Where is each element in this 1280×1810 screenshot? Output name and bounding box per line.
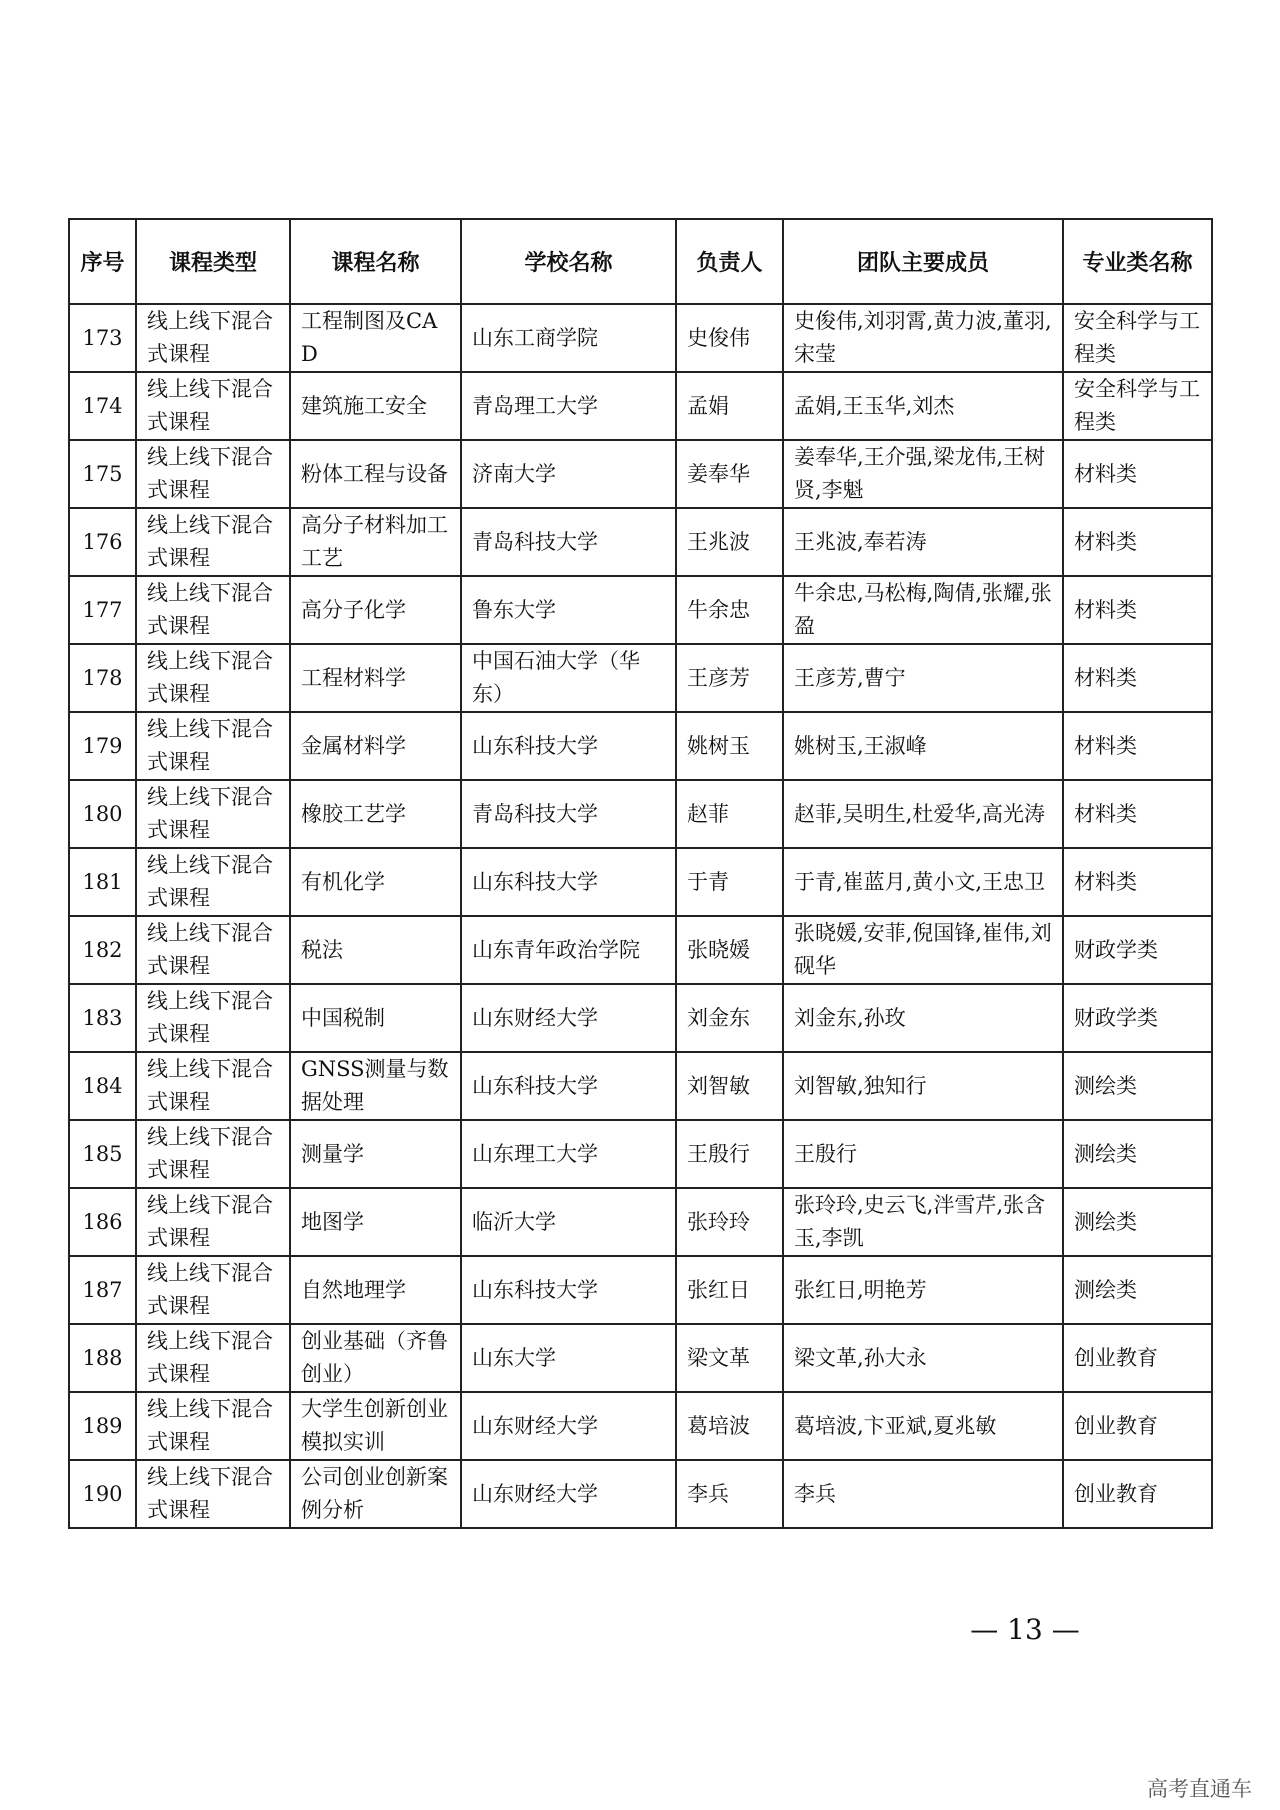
school-name-cell: 山东科技大学 bbox=[461, 1256, 676, 1324]
watermark-text: 高考直通车 bbox=[1147, 1777, 1252, 1801]
column-header: 课程类型 bbox=[136, 219, 290, 304]
major-category-cell: 安全科学与工程类 bbox=[1063, 304, 1212, 372]
lead-person-cell: 赵菲 bbox=[676, 780, 783, 848]
course-name-cell: 创业基础（齐鲁创业） bbox=[290, 1324, 461, 1392]
major-category-cell: 测绘类 bbox=[1063, 1256, 1212, 1324]
row-number-cell: 188 bbox=[69, 1324, 136, 1392]
course-name-cell: 工程制图及CAD bbox=[290, 304, 461, 372]
table-row bbox=[69, 1120, 1212, 1188]
team-members-cell: 赵菲,吴明生,杜爱华,高光涛 bbox=[783, 780, 1063, 848]
row-number-cell: 174 bbox=[69, 372, 136, 440]
course-name-cell: 高分子化学 bbox=[290, 576, 461, 644]
course-name-cell: 中国税制 bbox=[290, 984, 461, 1052]
school-name-cell: 临沂大学 bbox=[461, 1188, 676, 1256]
major-category-cell: 材料类 bbox=[1063, 712, 1212, 780]
school-name-cell: 山东科技大学 bbox=[461, 712, 676, 780]
school-name-cell: 山东财经大学 bbox=[461, 1460, 676, 1528]
lead-person-cell: 孟娟 bbox=[676, 372, 783, 440]
course-name-cell: 自然地理学 bbox=[290, 1256, 461, 1324]
lead-person-cell: 张红日 bbox=[676, 1256, 783, 1324]
lead-person-cell: 葛培波 bbox=[676, 1392, 783, 1460]
course-type-cell: 线上线下混合式课程 bbox=[136, 1052, 290, 1120]
row-number-cell: 187 bbox=[69, 1256, 136, 1324]
school-name-cell: 鲁东大学 bbox=[461, 576, 676, 644]
table-row bbox=[69, 1460, 1212, 1528]
school-name-cell: 青岛科技大学 bbox=[461, 780, 676, 848]
course-type-cell: 线上线下混合式课程 bbox=[136, 916, 290, 984]
major-category-cell: 材料类 bbox=[1063, 644, 1212, 712]
table-row bbox=[69, 1188, 1212, 1256]
row-number-cell: 182 bbox=[69, 916, 136, 984]
course-name-cell: 建筑施工安全 bbox=[290, 372, 461, 440]
table-row bbox=[69, 508, 1212, 576]
row-number-cell: 184 bbox=[69, 1052, 136, 1120]
team-members-cell: 梁文革,孙大永 bbox=[783, 1324, 1063, 1392]
course-type-cell: 线上线下混合式课程 bbox=[136, 304, 290, 372]
lead-person-cell: 王兆波 bbox=[676, 508, 783, 576]
lead-person-cell: 刘金东 bbox=[676, 984, 783, 1052]
table-row bbox=[69, 1392, 1212, 1460]
course-type-cell: 线上线下混合式课程 bbox=[136, 984, 290, 1052]
column-header: 学校名称 bbox=[461, 219, 676, 304]
school-name-cell: 山东科技大学 bbox=[461, 1052, 676, 1120]
column-header: 负责人 bbox=[676, 219, 783, 304]
table-header-row bbox=[69, 219, 1212, 304]
row-number-cell: 190 bbox=[69, 1460, 136, 1528]
school-name-cell: 青岛科技大学 bbox=[461, 508, 676, 576]
lead-person-cell: 牛余忠 bbox=[676, 576, 783, 644]
major-category-cell: 测绘类 bbox=[1063, 1052, 1212, 1120]
course-name-cell: 测量学 bbox=[290, 1120, 461, 1188]
major-category-cell: 材料类 bbox=[1063, 508, 1212, 576]
row-number-cell: 189 bbox=[69, 1392, 136, 1460]
row-number-cell: 176 bbox=[69, 508, 136, 576]
course-name-cell: 地图学 bbox=[290, 1188, 461, 1256]
team-members-cell: 于青,崔蓝月,黄小文,王忠卫 bbox=[783, 848, 1063, 916]
lead-person-cell: 李兵 bbox=[676, 1460, 783, 1528]
course-type-cell: 线上线下混合式课程 bbox=[136, 1460, 290, 1528]
course-type-cell: 线上线下混合式课程 bbox=[136, 1188, 290, 1256]
table-row bbox=[69, 576, 1212, 644]
course-type-cell: 线上线下混合式课程 bbox=[136, 644, 290, 712]
course-type-cell: 线上线下混合式课程 bbox=[136, 576, 290, 644]
course-name-cell: 公司创业创新案例分析 bbox=[290, 1460, 461, 1528]
major-category-cell: 创业教育 bbox=[1063, 1392, 1212, 1460]
course-type-cell: 线上线下混合式课程 bbox=[136, 372, 290, 440]
row-number-cell: 185 bbox=[69, 1120, 136, 1188]
row-number-cell: 183 bbox=[69, 984, 136, 1052]
school-name-cell: 青岛理工大学 bbox=[461, 372, 676, 440]
course-table-container bbox=[68, 218, 1211, 1529]
page-number: — 13 — bbox=[970, 1613, 1080, 1646]
school-name-cell: 山东财经大学 bbox=[461, 1392, 676, 1460]
lead-person-cell: 史俊伟 bbox=[676, 304, 783, 372]
lead-person-cell: 张玲玲 bbox=[676, 1188, 783, 1256]
course-name-cell: 大学生创新创业模拟实训 bbox=[290, 1392, 461, 1460]
table-row bbox=[69, 440, 1212, 508]
major-category-cell: 财政学类 bbox=[1063, 984, 1212, 1052]
team-members-cell: 王殷行 bbox=[783, 1120, 1063, 1188]
course-name-cell: 高分子材料加工工艺 bbox=[290, 508, 461, 576]
column-header: 专业类名称 bbox=[1063, 219, 1212, 304]
school-name-cell: 山东青年政治学院 bbox=[461, 916, 676, 984]
school-name-cell: 山东科技大学 bbox=[461, 848, 676, 916]
lead-person-cell: 姚树玉 bbox=[676, 712, 783, 780]
course-type-cell: 线上线下混合式课程 bbox=[136, 1120, 290, 1188]
team-members-cell: 李兵 bbox=[783, 1460, 1063, 1528]
lead-person-cell: 王彦芳 bbox=[676, 644, 783, 712]
lead-person-cell: 姜奉华 bbox=[676, 440, 783, 508]
course-type-cell: 线上线下混合式课程 bbox=[136, 1324, 290, 1392]
major-category-cell: 材料类 bbox=[1063, 780, 1212, 848]
lead-person-cell: 刘智敏 bbox=[676, 1052, 783, 1120]
school-name-cell: 中国石油大学（华东） bbox=[461, 644, 676, 712]
team-members-cell: 刘智敏,独知行 bbox=[783, 1052, 1063, 1120]
course-name-cell: 有机化学 bbox=[290, 848, 461, 916]
lead-person-cell: 张晓媛 bbox=[676, 916, 783, 984]
team-members-cell: 姜奉华,王介强,梁龙伟,王树贤,李魁 bbox=[783, 440, 1063, 508]
column-header: 序号 bbox=[69, 219, 136, 304]
team-members-cell: 刘金东,孙玫 bbox=[783, 984, 1063, 1052]
school-name-cell: 山东工商学院 bbox=[461, 304, 676, 372]
course-name-cell: 金属材料学 bbox=[290, 712, 461, 780]
table-row bbox=[69, 984, 1212, 1052]
major-category-cell: 测绘类 bbox=[1063, 1188, 1212, 1256]
table-row bbox=[69, 1256, 1212, 1324]
table-row bbox=[69, 1324, 1212, 1392]
lead-person-cell: 王殷行 bbox=[676, 1120, 783, 1188]
course-type-cell: 线上线下混合式课程 bbox=[136, 712, 290, 780]
major-category-cell: 创业教育 bbox=[1063, 1324, 1212, 1392]
course-type-cell: 线上线下混合式课程 bbox=[136, 440, 290, 508]
team-members-cell: 牛余忠,马松梅,陶倩,张耀,张盈 bbox=[783, 576, 1063, 644]
course-type-cell: 线上线下混合式课程 bbox=[136, 1392, 290, 1460]
team-members-cell: 张红日,明艳芳 bbox=[783, 1256, 1063, 1324]
row-number-cell: 173 bbox=[69, 304, 136, 372]
course-type-cell: 线上线下混合式课程 bbox=[136, 780, 290, 848]
major-category-cell: 材料类 bbox=[1063, 440, 1212, 508]
table-row bbox=[69, 916, 1212, 984]
row-number-cell: 175 bbox=[69, 440, 136, 508]
column-header: 团队主要成员 bbox=[783, 219, 1063, 304]
table-row bbox=[69, 780, 1212, 848]
course-name-cell: 橡胶工艺学 bbox=[290, 780, 461, 848]
major-category-cell: 财政学类 bbox=[1063, 916, 1212, 984]
table-row bbox=[69, 304, 1212, 372]
team-members-cell: 王兆波,奉若涛 bbox=[783, 508, 1063, 576]
row-number-cell: 186 bbox=[69, 1188, 136, 1256]
row-number-cell: 178 bbox=[69, 644, 136, 712]
table-row bbox=[69, 372, 1212, 440]
course-table bbox=[68, 218, 1213, 1529]
column-header: 课程名称 bbox=[290, 219, 461, 304]
team-members-cell: 张玲玲,史云飞,泮雪芹,张含玉,李凯 bbox=[783, 1188, 1063, 1256]
table-row bbox=[69, 1052, 1212, 1120]
major-category-cell: 材料类 bbox=[1063, 576, 1212, 644]
team-members-cell: 姚树玉,王淑峰 bbox=[783, 712, 1063, 780]
row-number-cell: 180 bbox=[69, 780, 136, 848]
school-name-cell: 山东大学 bbox=[461, 1324, 676, 1392]
course-name-cell: 粉体工程与设备 bbox=[290, 440, 461, 508]
team-members-cell: 史俊伟,刘羽霄,黄力波,董羽,宋莹 bbox=[783, 304, 1063, 372]
course-type-cell: 线上线下混合式课程 bbox=[136, 508, 290, 576]
row-number-cell: 179 bbox=[69, 712, 136, 780]
team-members-cell: 王彦芳,曹宁 bbox=[783, 644, 1063, 712]
team-members-cell: 孟娟,王玉华,刘杰 bbox=[783, 372, 1063, 440]
row-number-cell: 181 bbox=[69, 848, 136, 916]
table-body bbox=[69, 304, 1212, 1528]
major-category-cell: 材料类 bbox=[1063, 848, 1212, 916]
course-type-cell: 线上线下混合式课程 bbox=[136, 1256, 290, 1324]
course-name-cell: 工程材料学 bbox=[290, 644, 461, 712]
team-members-cell: 张晓媛,安菲,倪国锋,崔伟,刘砚华 bbox=[783, 916, 1063, 984]
team-members-cell: 葛培波,卞亚斌,夏兆敏 bbox=[783, 1392, 1063, 1460]
course-name-cell: GNSS测量与数据处理 bbox=[290, 1052, 461, 1120]
major-category-cell: 测绘类 bbox=[1063, 1120, 1212, 1188]
school-name-cell: 山东财经大学 bbox=[461, 984, 676, 1052]
table-row bbox=[69, 644, 1212, 712]
major-category-cell: 创业教育 bbox=[1063, 1460, 1212, 1528]
major-category-cell: 安全科学与工程类 bbox=[1063, 372, 1212, 440]
school-name-cell: 济南大学 bbox=[461, 440, 676, 508]
table-row bbox=[69, 848, 1212, 916]
lead-person-cell: 梁文革 bbox=[676, 1324, 783, 1392]
table-row bbox=[69, 712, 1212, 780]
school-name-cell: 山东理工大学 bbox=[461, 1120, 676, 1188]
course-type-cell: 线上线下混合式课程 bbox=[136, 848, 290, 916]
lead-person-cell: 于青 bbox=[676, 848, 783, 916]
row-number-cell: 177 bbox=[69, 576, 136, 644]
course-name-cell: 税法 bbox=[290, 916, 461, 984]
